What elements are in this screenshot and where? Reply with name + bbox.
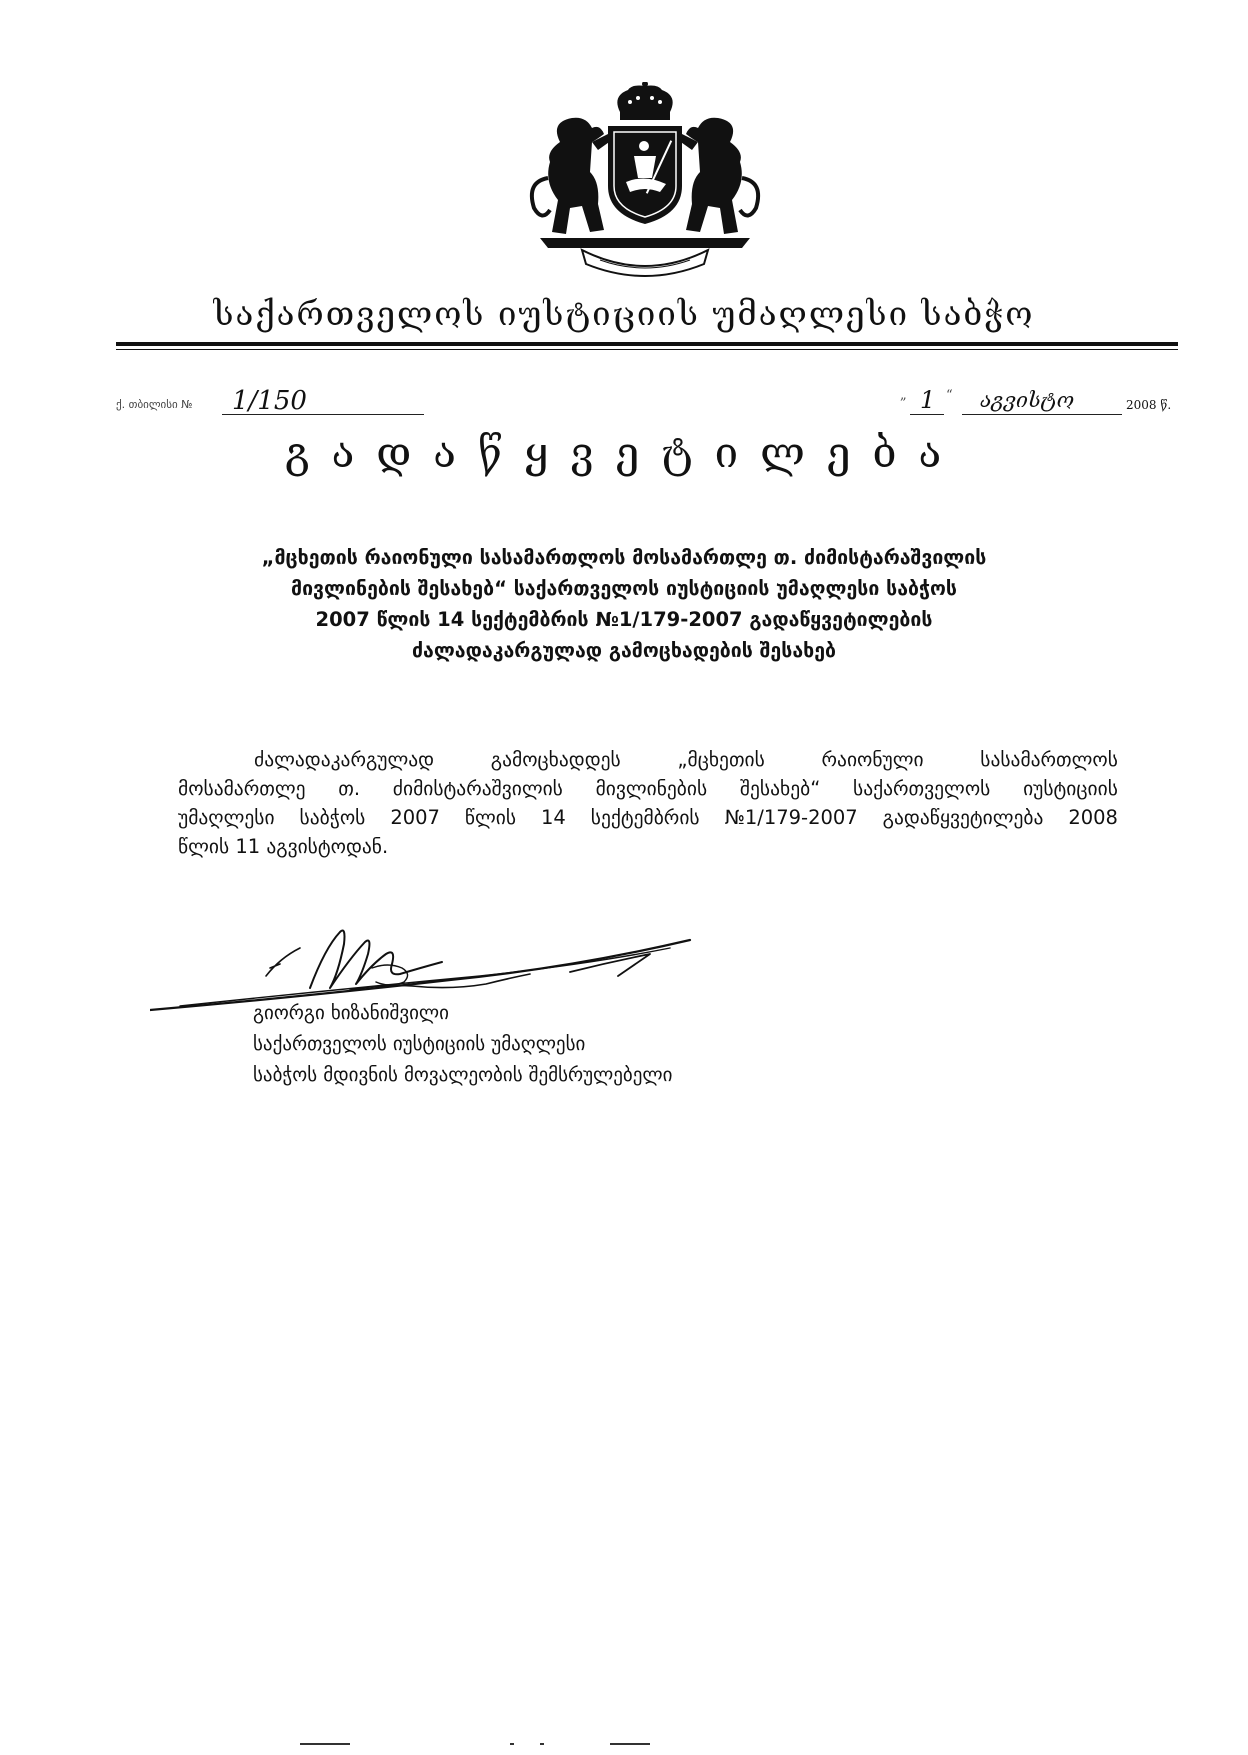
body-word: სასამართლოს — [980, 748, 1118, 771]
body-word: ძიმისტარაშვილის — [392, 777, 563, 800]
body-word: №1/179-2007 — [724, 806, 858, 829]
subject-line: ძალადაკარგულად გამოცხადების შესახებ — [411, 639, 837, 662]
body-word: საქართველოს — [853, 777, 991, 800]
body-word: გადაწყვეტილება — [882, 806, 1044, 829]
date-day-underline — [910, 414, 944, 415]
body-word: ძალადაკარგულად — [254, 748, 435, 771]
body-word: საბჭოს — [299, 806, 366, 829]
body-word: 2008 — [1068, 806, 1118, 829]
scan-artifact-marks — [300, 1742, 740, 1746]
document-number: 1/150 — [232, 386, 307, 416]
date-year: 2008 წ. — [1126, 398, 1172, 412]
subject-line: მივლინების შესახებ“ საქართველოს იუსტიციის უმაღლესი საბჭოს — [290, 577, 958, 600]
body-line — [178, 803, 1118, 832]
header-divider-thick — [116, 342, 1178, 346]
organization-title: საქართველოს იუსტიციის უმაღლესი საბჭო — [213, 294, 1035, 333]
number-label: ქ. თბილისი № — [116, 398, 193, 411]
date-close-quote: “ — [946, 388, 953, 403]
body-word: გამოცხადდეს — [490, 748, 621, 771]
document-date-field — [900, 388, 1185, 418]
date-month-underline — [962, 414, 1122, 415]
body-word: უმაღლესი — [178, 806, 275, 829]
header-divider-thin — [116, 349, 1178, 350]
body-line — [178, 745, 1118, 774]
body-line — [178, 832, 1118, 861]
decision-subject — [200, 542, 1048, 666]
body-word: იუსტიციის — [1023, 777, 1118, 800]
subject-line: 2007 წლის 14 სექტემბრის №1/179-2007 გადაწყვეტილების — [315, 608, 933, 631]
date-open-quote: „ — [900, 388, 907, 403]
coat-of-arms-emblem — [520, 82, 770, 282]
body-word: თ. — [338, 777, 361, 800]
signer-position: საბჭოს მდივნის მოვალეობის შემსრულებელი — [253, 1064, 673, 1086]
signer-block — [253, 998, 672, 1091]
body-word: წლის — [464, 806, 517, 829]
signer-position: საქართველოს იუსტიციის უმაღლესი — [253, 1033, 586, 1055]
decision-body — [178, 745, 1118, 861]
body-word: მოსამართლე — [178, 777, 306, 800]
body-word: წლის 11 აგვისტოდან. — [178, 835, 389, 858]
body-word: „მცხეთის — [677, 748, 765, 771]
subject-line: „მცხეთის რაიონული სასამართლოს მოსამართლე თ. ძიმისტარაშვილის — [261, 546, 987, 569]
body-word: 14 — [541, 806, 566, 829]
date-day: 1 — [920, 386, 936, 414]
body-word: მივლინების — [595, 777, 708, 800]
signer-name: გიორგი ხიზანიშვილი — [253, 1002, 449, 1024]
body-word: სექტემბრის — [590, 806, 700, 829]
document-type-heading: გადაწყვეტილება — [284, 428, 964, 477]
body-word: 2007 — [390, 806, 440, 829]
date-month: აგვისტო — [980, 388, 1075, 412]
body-word: რაიონული — [821, 748, 924, 771]
body-line — [178, 774, 1118, 803]
body-word: შესახებ“ — [739, 777, 821, 800]
